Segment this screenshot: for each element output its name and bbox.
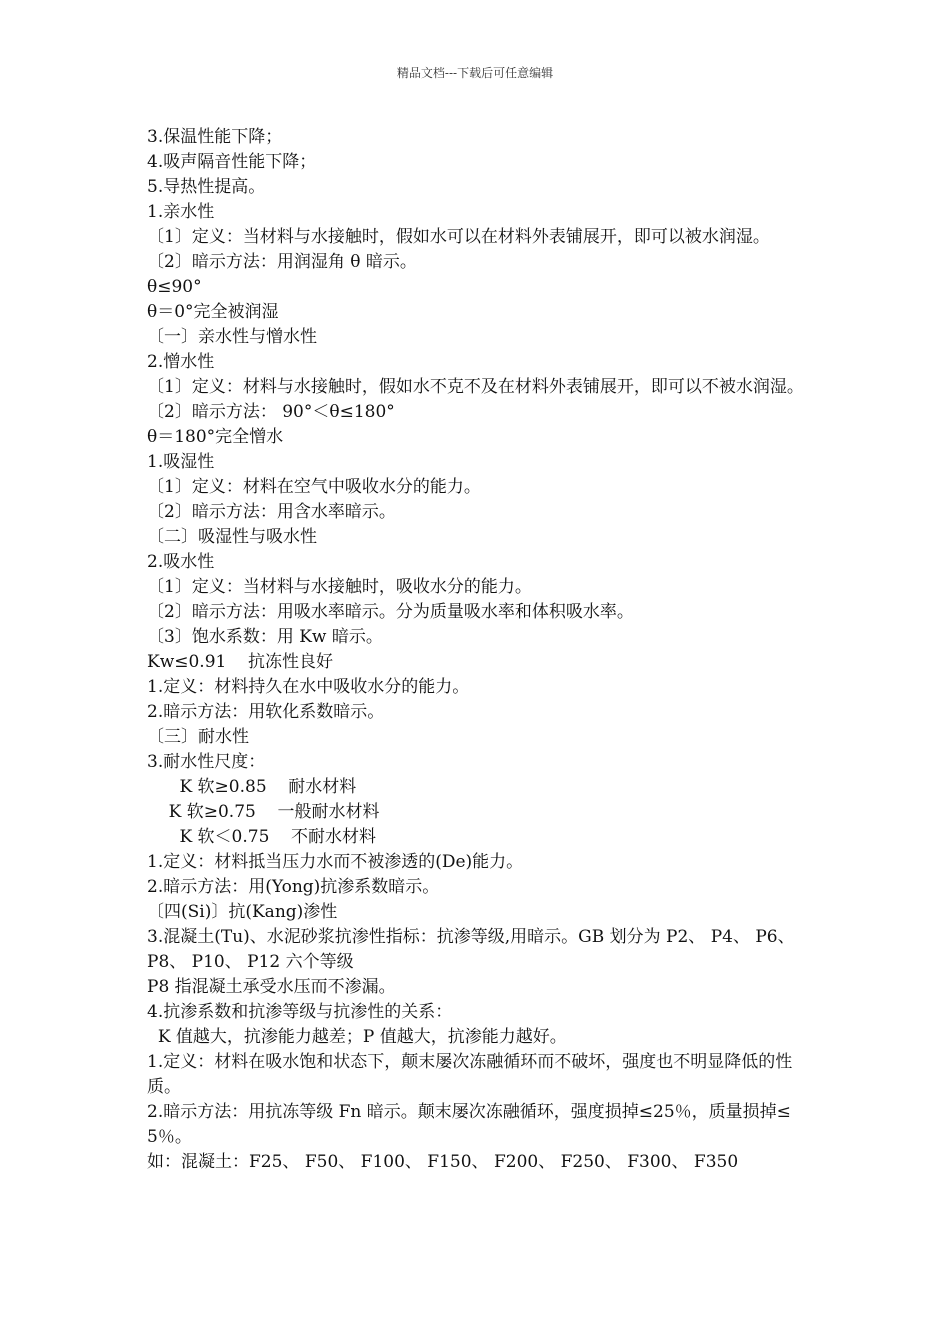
text-line: K 软＜0.75 不耐水材料 (147, 827, 377, 847)
text-line: 〔2〕暗示方法：用润湿角 θ 暗示。 (147, 252, 417, 272)
text-line: P8 指混凝土承受水压而不渗漏。 (147, 977, 396, 997)
section-heading: 〔一〕亲水性与憎水性 (147, 327, 317, 347)
text-line: θ＝180°完全憎水 (147, 427, 284, 447)
text-line: 如：混凝土：F25、 F50、 F100、 F150、 F200、 F250、 F300、 F350 (147, 1152, 739, 1172)
text-line: 〔2〕暗示方法：用含水率暗示。 (147, 502, 396, 522)
text-line: 1.定义：材料抵当压力水而不被渗透的(De)能力。 (147, 852, 524, 872)
text-line: 1.定义：材料在吸水饱和状态下，颠末屡次冻融循环而不破坏，强度也不明显降低的性质。 (147, 1052, 793, 1097)
text-line: K 值越大，抗渗能力越差；P 值越大，抗渗能力越好。 (147, 1027, 567, 1047)
text-line: 2.暗示方法：用抗冻等级 Fn 暗示。颠末屡次冻融循环，强度损掉≤25％，质量损掉≤5％。 (147, 1102, 791, 1147)
text-line: 1.定义：材料持久在水中吸收水分的能力。 (147, 677, 470, 697)
section-heading: 1.亲水性 (147, 202, 215, 222)
text-line: 3.混凝土(Tu)、水泥砂浆抗渗性指标：抗渗等级,用暗示。GB 划分为 P2、 P4、 P6、 P8、 P10、 P12 六个等级 (147, 927, 801, 972)
text-line: 〔1〕定义：当材料与水接触时，假如水可以在材料外表铺展开，即可以被水润湿。 (147, 227, 770, 247)
text-line: 4.抗渗系数和抗渗等级与抗渗性的关系： (147, 1002, 453, 1022)
document-body (147, 125, 807, 1175)
section-heading: 2.憎水性 (147, 352, 215, 372)
text-line: 〔1〕定义：当材料与水接触时，吸收水分的能力。 (147, 577, 532, 597)
text-line: K 软≥0.85 耐水材料 (147, 777, 357, 797)
section-heading: 〔三〕耐水性 (147, 727, 249, 747)
section-heading: 1.吸湿性 (147, 452, 215, 472)
text-line: K 软≥0.75 一般耐水材料 (147, 802, 380, 822)
text-line: 〔1〕定义：材料与水接触时，假如水不克不及在材料外表铺展开，即可以不被水润湿。 (147, 377, 804, 397)
text-line: 〔2〕暗示方法： 90°＜θ≤180° (147, 402, 395, 422)
text-line: 3.保温性能下降； (147, 127, 283, 147)
section-heading: 〔二〕吸湿性与吸水性 (147, 527, 317, 547)
text-line: 5.导热性提高。 (147, 177, 266, 197)
text-line: 4.吸声隔音性能下降； (147, 152, 317, 172)
text-line: 〔3〕饱水系数：用 Kw 暗示。 (147, 627, 383, 647)
text-line: 2.暗示方法：用软化系数暗示。 (147, 702, 385, 722)
text-line: θ＝0°完全被润湿 (147, 302, 279, 322)
text-line: 〔1〕定义：材料在空气中吸收水分的能力。 (147, 477, 481, 497)
section-heading: 〔四(Si)〕抗(Kang)渗性 (147, 902, 338, 922)
text-line: 3.耐水性尺度： (147, 752, 266, 772)
text-line: 〔2〕暗示方法：用吸水率暗示。分为质量吸水率和体积吸水率。 (147, 602, 634, 622)
section-heading: 2.吸水性 (147, 552, 215, 572)
page-header: 精品文档---下载后可任意编辑 (396, 66, 554, 80)
text-line: 2.暗示方法：用(Yong)抗渗系数暗示。 (147, 877, 440, 897)
text-line: Kw≤0.91 抗冻性良好 (147, 652, 333, 672)
text-line: θ≤90° (147, 277, 202, 297)
